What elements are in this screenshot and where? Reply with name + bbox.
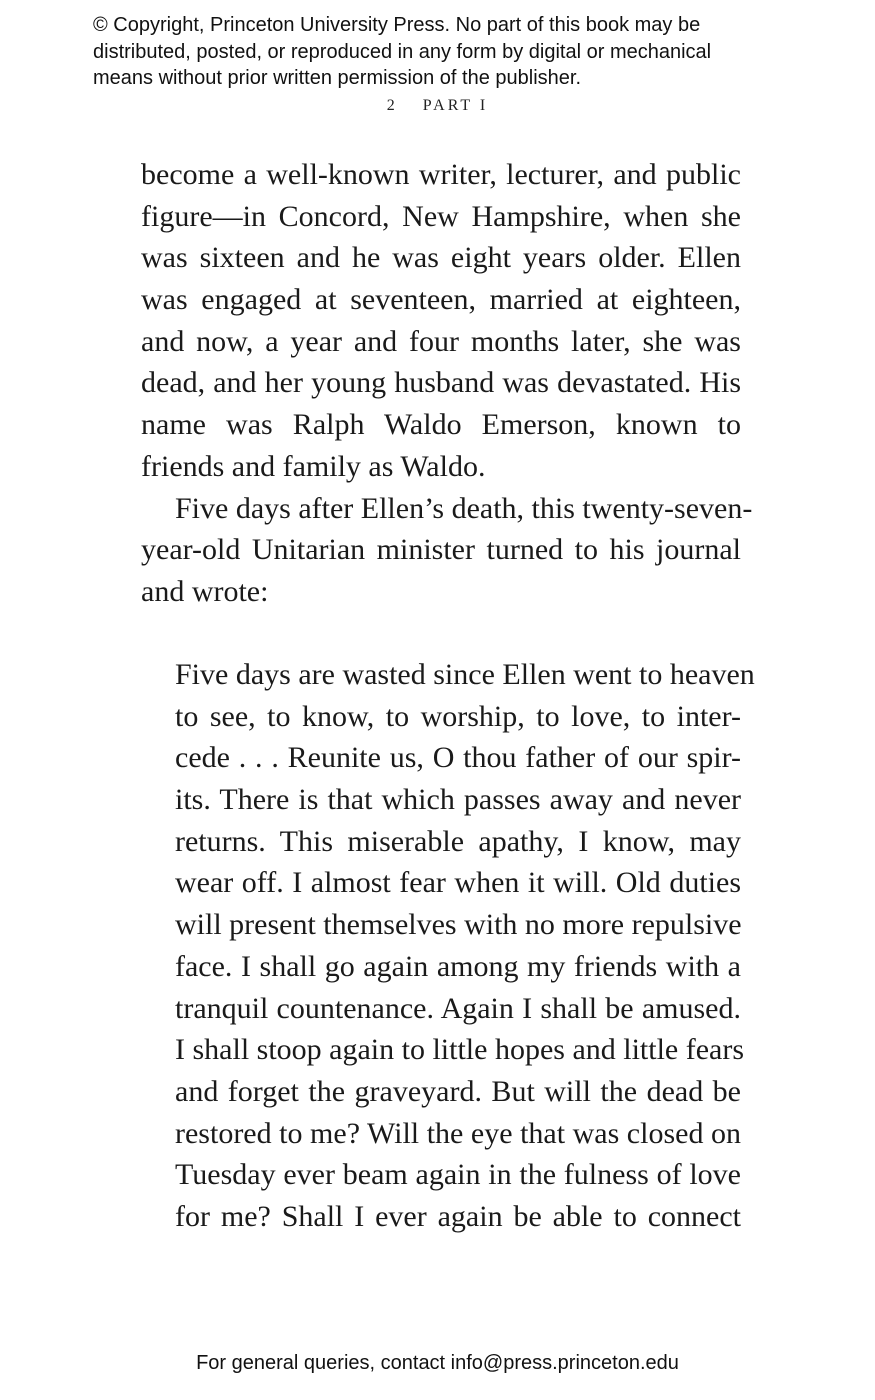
quote-line: and forget the graveyard. But will the dead be: [175, 1074, 741, 1108]
text-line: name was Ralph Waldo Emerson, known to: [141, 408, 741, 442]
page-number: 2: [386, 97, 398, 114]
quote-line: face. I shall go again among my friends with a: [175, 949, 741, 983]
text-line: year-old Unitarian minister turned to his journal: [141, 533, 741, 567]
quote-line: cede . . . Reunite us, O thou father of our spir-: [175, 741, 741, 775]
text-line: become a well-known writer, lecturer, and public: [141, 158, 741, 191]
section-title: PART I: [422, 97, 489, 114]
text-line: Five days after Ellen’s death, this twenty-seven-: [175, 491, 753, 525]
paragraph-1: [141, 154, 741, 488]
quote-line: Five days are wasted since Ellen went to heaven: [175, 658, 755, 691]
text-line: was sixteen and he was eight years older. Ellen: [141, 241, 741, 275]
paragraph-2: [141, 488, 753, 613]
text-line: dead, and her young husband was devastated. His: [141, 366, 741, 400]
copyright-line: distributed, posted, or reproduced in any form by digital or mechanical: [93, 40, 712, 63]
copyright-notice: [93, 12, 813, 92]
running-head: [0, 97, 875, 115]
text-line: friends and family as Waldo.: [141, 449, 486, 483]
quote-line: to see, to know, to worship, to love, to inter-: [175, 699, 741, 733]
text-line: was engaged at seventeen, married at eighteen,: [141, 283, 741, 317]
block-quote: [175, 654, 755, 1238]
quote-line: I shall stoop again to little hopes and little fears: [175, 1033, 745, 1067]
quote-line: wear off. I almost fear when it will. Old duties: [175, 866, 741, 900]
quote-line: returns. This miserable apathy, I know, may: [175, 824, 741, 858]
quote-line: restored to me? Will the eye that was closed on: [175, 1116, 741, 1150]
body-text: [141, 154, 753, 613]
quote-line: its. There is that which passes away and never: [175, 783, 741, 817]
text-line: figure—in Concord, New Hampshire, when she: [141, 199, 741, 233]
quote-line: Tuesday ever beam again in the fulness of love: [175, 1158, 741, 1192]
copyright-line: means without prior written permission of the publisher.: [93, 67, 582, 89]
quote-line: tranquil countenance. Again I shall be amused.: [175, 991, 741, 1025]
quote-line: will present themselves with no more repulsive: [175, 908, 742, 942]
copyright-line: © Copyright, Princeton University Press. No part of this book may be: [93, 14, 701, 36]
footer-contact: For general queries, contact info@press.princeton.edu: [196, 1352, 679, 1374]
quote-line: for me? Shall I ever again be able to connect: [175, 1199, 741, 1233]
text-line: and wrote:: [141, 574, 269, 608]
text-line: and now, a year and four months later, she was: [141, 324, 741, 358]
